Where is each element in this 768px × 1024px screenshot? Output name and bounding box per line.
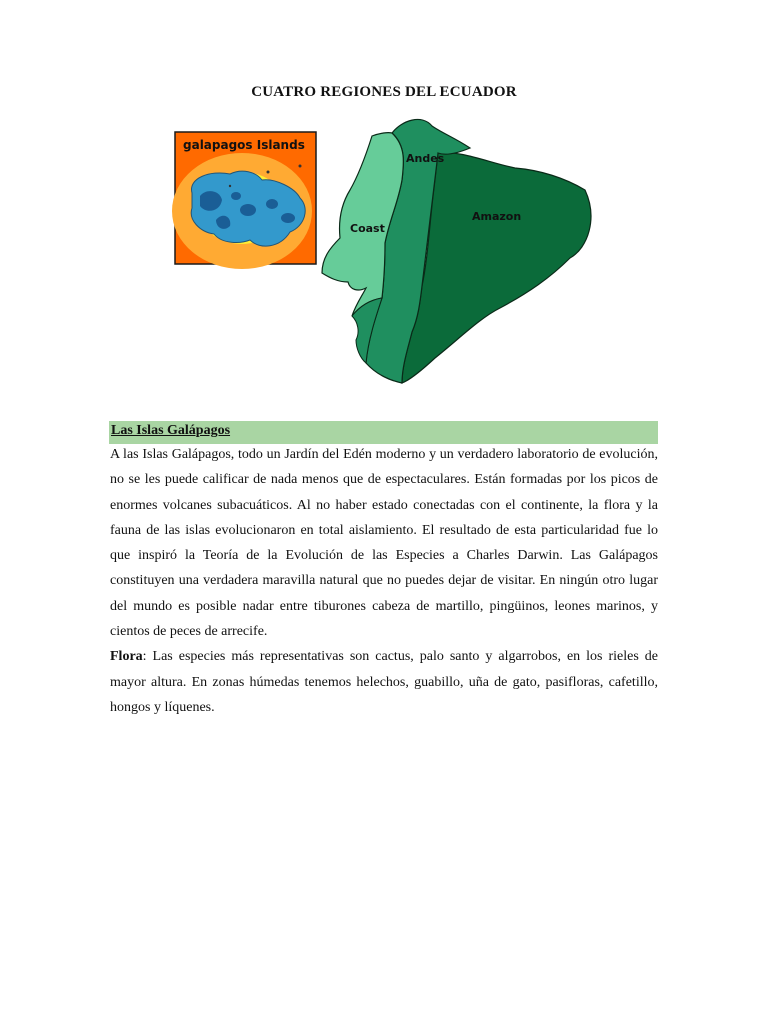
section-heading: Las Islas Galápagos	[111, 423, 231, 438]
page-title: CUATRO REGIONES DEL ECUADOR	[251, 84, 517, 100]
flora-text: : Las especies más representativas son cactus, palo santo y algarrobos, en los rieles de mayor altura. En zonas húmedas tenemos helechos, guabillo, uña de gato, pasifloras, cafetillo, hongos y líquenes.	[110, 649, 658, 715]
map-svg	[170, 108, 610, 398]
section-heading-bar	[109, 421, 658, 444]
galapagos-highland-5	[281, 213, 295, 223]
galapagos-paragraph: A las Islas Galápagos, todo un Jardín del Edén moderno y un verdadero laboratorio de evolución, no se les puede calificar de nada menos que de espectaculares. Están formadas por los picos de enormes volcanes subacuáticos. Al no haber estado conectadas con el continente, la flora y la fauna de las islas evolucionaron en total aislamiento. El resultado de esta particularidad fue lo que inspiró la Teoría de la Evolución de las Especies a Charles Darwin. Las Galápagos constituyen una verdadera maravilla natural que no puedes dejar de visitar. En ningún otro lugar del mundo es posible nadar entre tiburones cabeza de martillo, pingüinos, leones marinos, y cientos de peces de arrecife.	[110, 447, 658, 640]
galapagos-highland-3	[240, 204, 256, 216]
galapagos-islet-3	[229, 185, 231, 187]
flora-paragraph	[110, 644, 658, 720]
galapagos-highland-6	[231, 192, 241, 200]
galapagos-inset	[172, 132, 316, 269]
flora-label: Flora	[110, 649, 143, 665]
section-body	[110, 442, 658, 720]
andes-label: Andes	[406, 152, 445, 165]
galapagos-islet-2	[267, 171, 270, 174]
coast-label: Coast	[350, 222, 385, 235]
amazon-label: Amazon	[472, 210, 522, 223]
ecuador-regions-map	[170, 108, 610, 398]
galapagos-highland-4	[266, 199, 278, 209]
galapagos-label: galapagos Islands	[183, 138, 305, 152]
galapagos-islet-1	[299, 165, 302, 168]
